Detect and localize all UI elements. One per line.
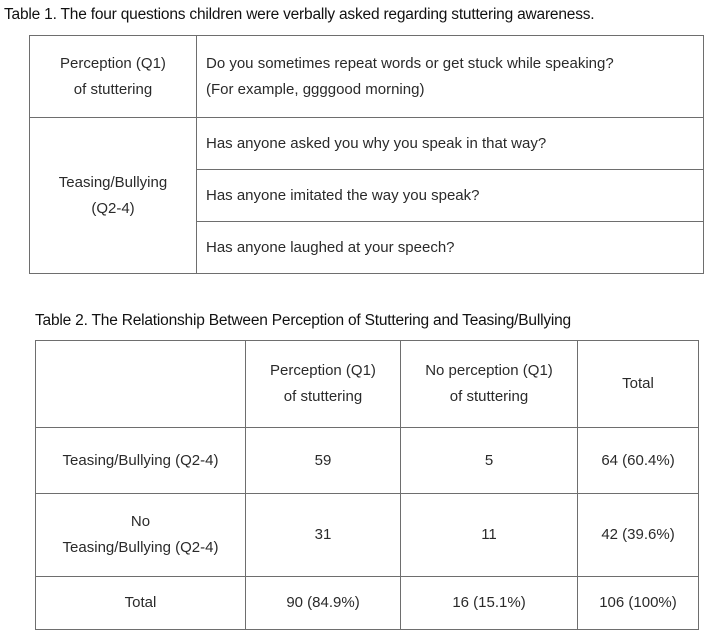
table-row [36, 494, 699, 577]
cell-no-perception: 16 (15.1%) [401, 577, 578, 630]
cell-perception: 90 (84.9%) [246, 577, 401, 630]
table-row [36, 428, 699, 494]
group-label-teasing: Teasing/Bullying (Q2-4) [30, 118, 197, 274]
header-row [36, 341, 699, 428]
table1-caption: Table 1. The four questions children were verbally asked regarding stuttering awareness. [4, 6, 595, 23]
table2-caption: Table 2. The Relationship Between Perception of Stuttering and Teasing/Bullying [35, 312, 571, 329]
total-row [36, 577, 699, 630]
relationship-table [35, 340, 699, 630]
table-row [30, 36, 704, 118]
row-label: Total [36, 577, 246, 630]
row-label: No Teasing/Bullying (Q2-4) [36, 494, 246, 577]
question-cell: Has anyone imitated the way you speak? [197, 170, 704, 222]
cell-total: 42 (39.6%) [578, 494, 699, 577]
question-cell: Do you sometimes repeat words or get stuck while speaking? (For example, ggggood morning) [197, 36, 704, 118]
cell-total: 64 (60.4%) [578, 428, 699, 494]
header-cell-no-perception: No perception (Q1) of stuttering [401, 341, 578, 428]
cell-total: 106 (100%) [578, 577, 699, 630]
header-cell-total: Total [578, 341, 699, 428]
row-label: Teasing/Bullying (Q2-4) [36, 428, 246, 494]
header-cell-perception: Perception (Q1) of stuttering [246, 341, 401, 428]
questions-table [29, 35, 704, 274]
table-row [30, 118, 704, 170]
question-cell: Has anyone laughed at your speech? [197, 222, 704, 274]
question-cell: Has anyone asked you why you speak in that way? [197, 118, 704, 170]
cell-no-perception: 11 [401, 494, 578, 577]
header-cell-empty [36, 341, 246, 428]
cell-no-perception: 5 [401, 428, 578, 494]
cell-perception: 31 [246, 494, 401, 577]
group-label-perception: Perception (Q1) of stuttering [30, 36, 197, 118]
cell-perception: 59 [246, 428, 401, 494]
